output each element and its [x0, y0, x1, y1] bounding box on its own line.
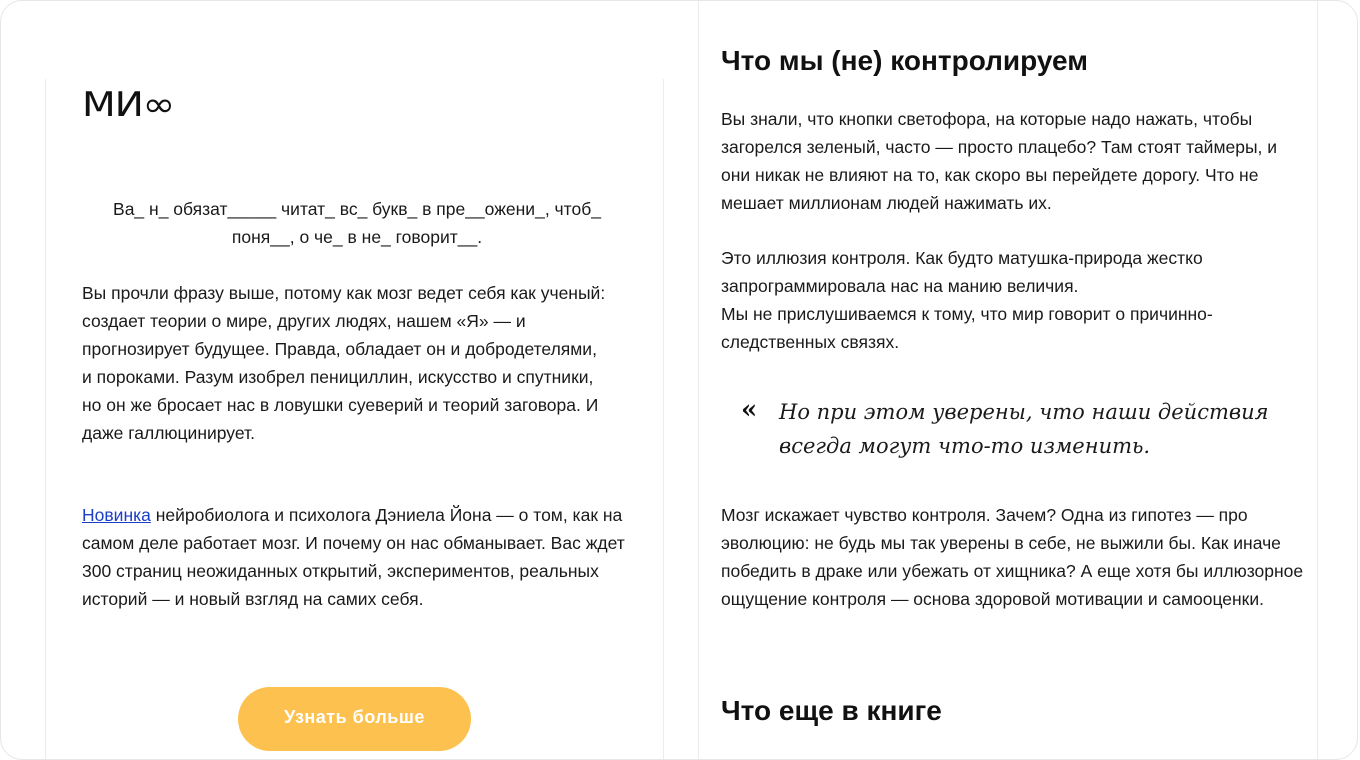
brand-logo	[82, 85, 175, 125]
book-paragraph-text: нейробиолога и психолога Дэниела Йона — о том, как на самом деле работает мозг. И почему он нас обманывает. Вас ждет 300 страниц неожиданных открытий, экспериментов, реальных историй — и новый взгляд на самих себя.	[82, 505, 625, 609]
pull-quote	[741, 395, 1281, 463]
quote-text: Но при этом уверены, что наши действия всегда могут что-то изменить.	[779, 400, 1269, 458]
intro-paragraph: Вы прочли фразу выше, потому как мозг ведет себя как ученый: создает теории о мире, других людях, нашем «Я» — и прогнозирует будущее. Правда, обладает он и добродетелями, и пороками. Разум изобрел пенициллин, искусство и спутники, но он же бросает нас в ловушки суеверий и теорий заговора. И даже галлюцинирует.	[82, 283, 606, 443]
book-link[interactable]: Новинка	[82, 505, 151, 525]
book-paragraph	[82, 501, 634, 613]
learn-more-button[interactable]: Узнать больше	[238, 687, 471, 751]
logo-text: МИ∞	[82, 85, 175, 125]
gapped-phrase	[82, 195, 632, 251]
illusion-text-1: Это иллюзия контроля. Как будто матушка-природа жестко запрограммировала нас на манию величия.	[721, 248, 1203, 296]
column-divider	[698, 1, 699, 760]
quote-mark-icon: «	[741, 395, 758, 425]
gapped-phrase-line-2: поня__, о че_ в не_ говорит__.	[231, 227, 483, 247]
gapped-phrase-line-1: Ва_ н_ обязат_____ читат_ вс_ букв_ в пре__ожени_, чтоб_	[113, 199, 601, 219]
section-heading-more: Что еще в книге	[721, 695, 942, 726]
illusion-text-2: Мы не прислушиваемся к тому, что мир говорит о причинно-следственных связях.	[721, 304, 1213, 352]
illusion-paragraph	[721, 244, 1306, 356]
column-divider-right	[1317, 1, 1318, 760]
section-heading-control: Что мы (не) контролируем	[721, 45, 1088, 76]
brain-paragraph: Мозг искажает чувство контроля. Зачем? Одна из гипотез — про эволюцию: не будь мы так уверены в себе, не выжили бы. Как иначе победить в драке или убежать от хищника? А еще хотя бы иллюзорное ощущение контроля — основа здоровой мотивации и самооценки.	[721, 505, 1304, 609]
traffic-light-paragraph: Вы знали, что кнопки светофора, на которые надо нажать, чтобы загорелся зеленый, часто — просто плацебо? Там стоят таймеры, и они никак не влияют на то, как скоро вы перейдете дорогу. Что не мешает миллионам людей нажимать их.	[721, 109, 1278, 213]
